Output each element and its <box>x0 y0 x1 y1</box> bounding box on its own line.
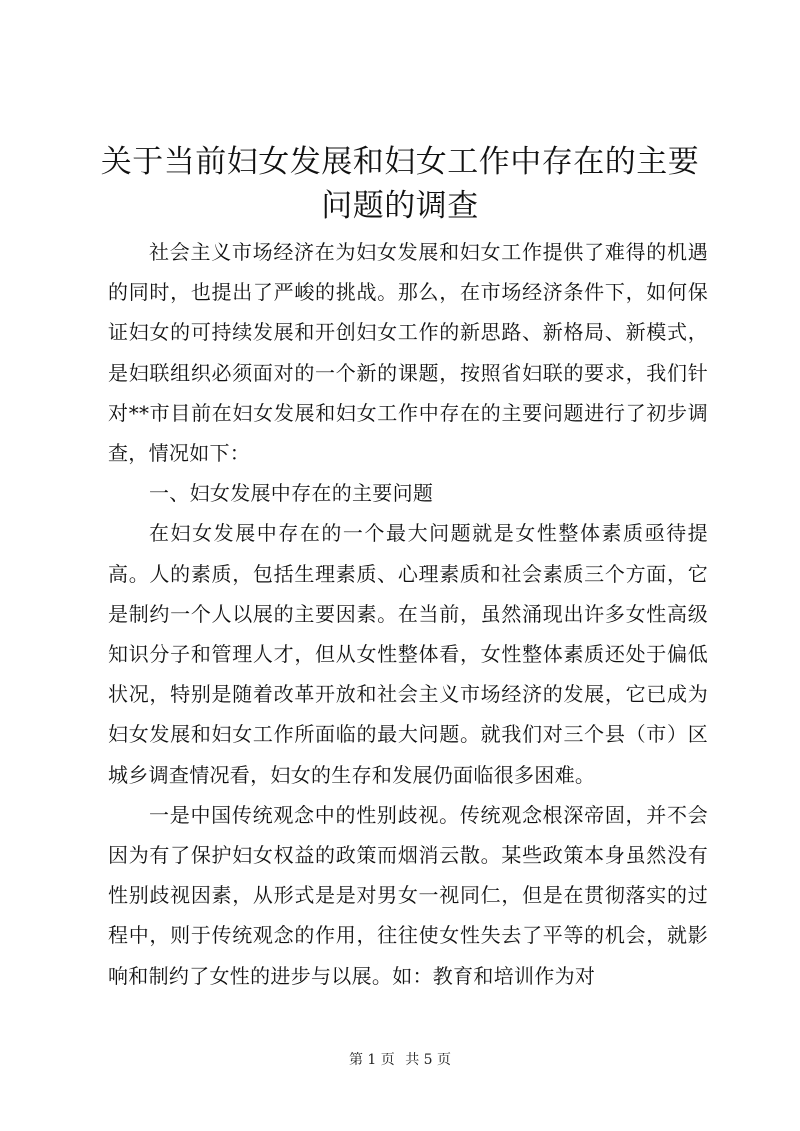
body-paragraph: 在妇女发展中存在的一个最大问题就是女性整体素质亟待提高。人的素质，包括生理素质、心理素质和社会素质三个方面，它是制约一个人以展的主要因素。在当前，虽然涌现出许多女性高级知识分子和管理人才，但从女性整体看，女性整体素质还处于偏低状况，特别是随着改革开放和社会主义市场经济的发展，它已成为妇女发展和妇女工作所面临的最大问题。就我们对三个县（市）区城乡调查情况看，妇女的生存和发展仍面临很多困难。 <box>108 521 708 787</box>
body-paragraph: 一是中国传统观念中的性别歧视。传统观念根深帝固，并不会因为有了保护妇女权益的政策而烟消云散。某些政策本身虽然没有性别歧视因素，从形式是是对男女一视同仁，但是在贯彻落实的过程中，则于传统观念的作用，往往使女性失去了平等的机会，就影响和制约了女性的进步与以展。如：教育和培训作为对 <box>108 802 708 988</box>
page-footer <box>0 1050 800 1070</box>
page-number: 第 1 页 <box>348 1052 395 1068</box>
page-total: 共 5 页 <box>405 1052 452 1068</box>
intro-paragraph: 社会主义市场经济在为妇女发展和妇女工作提供了难得的机遇的同时，也提出了严峻的挑战。那么，在市场经济条件下，如何保证妇女的可持续发展和开创妇女工作的新思路、新格局、新模式，是妇联组织必须面对的一个新的课题，按照省妇联的要求，我们针对**市目前在妇女发展和妇女工作中存在的主要问题进行了初步调查，情况如下： <box>108 240 708 466</box>
document-title: 关于当前妇女发展和妇女工作中存在的主要问题的调查 <box>100 144 700 224</box>
section-heading: 一、妇女发展中存在的主要问题 <box>149 481 434 506</box>
document-body <box>108 232 708 996</box>
